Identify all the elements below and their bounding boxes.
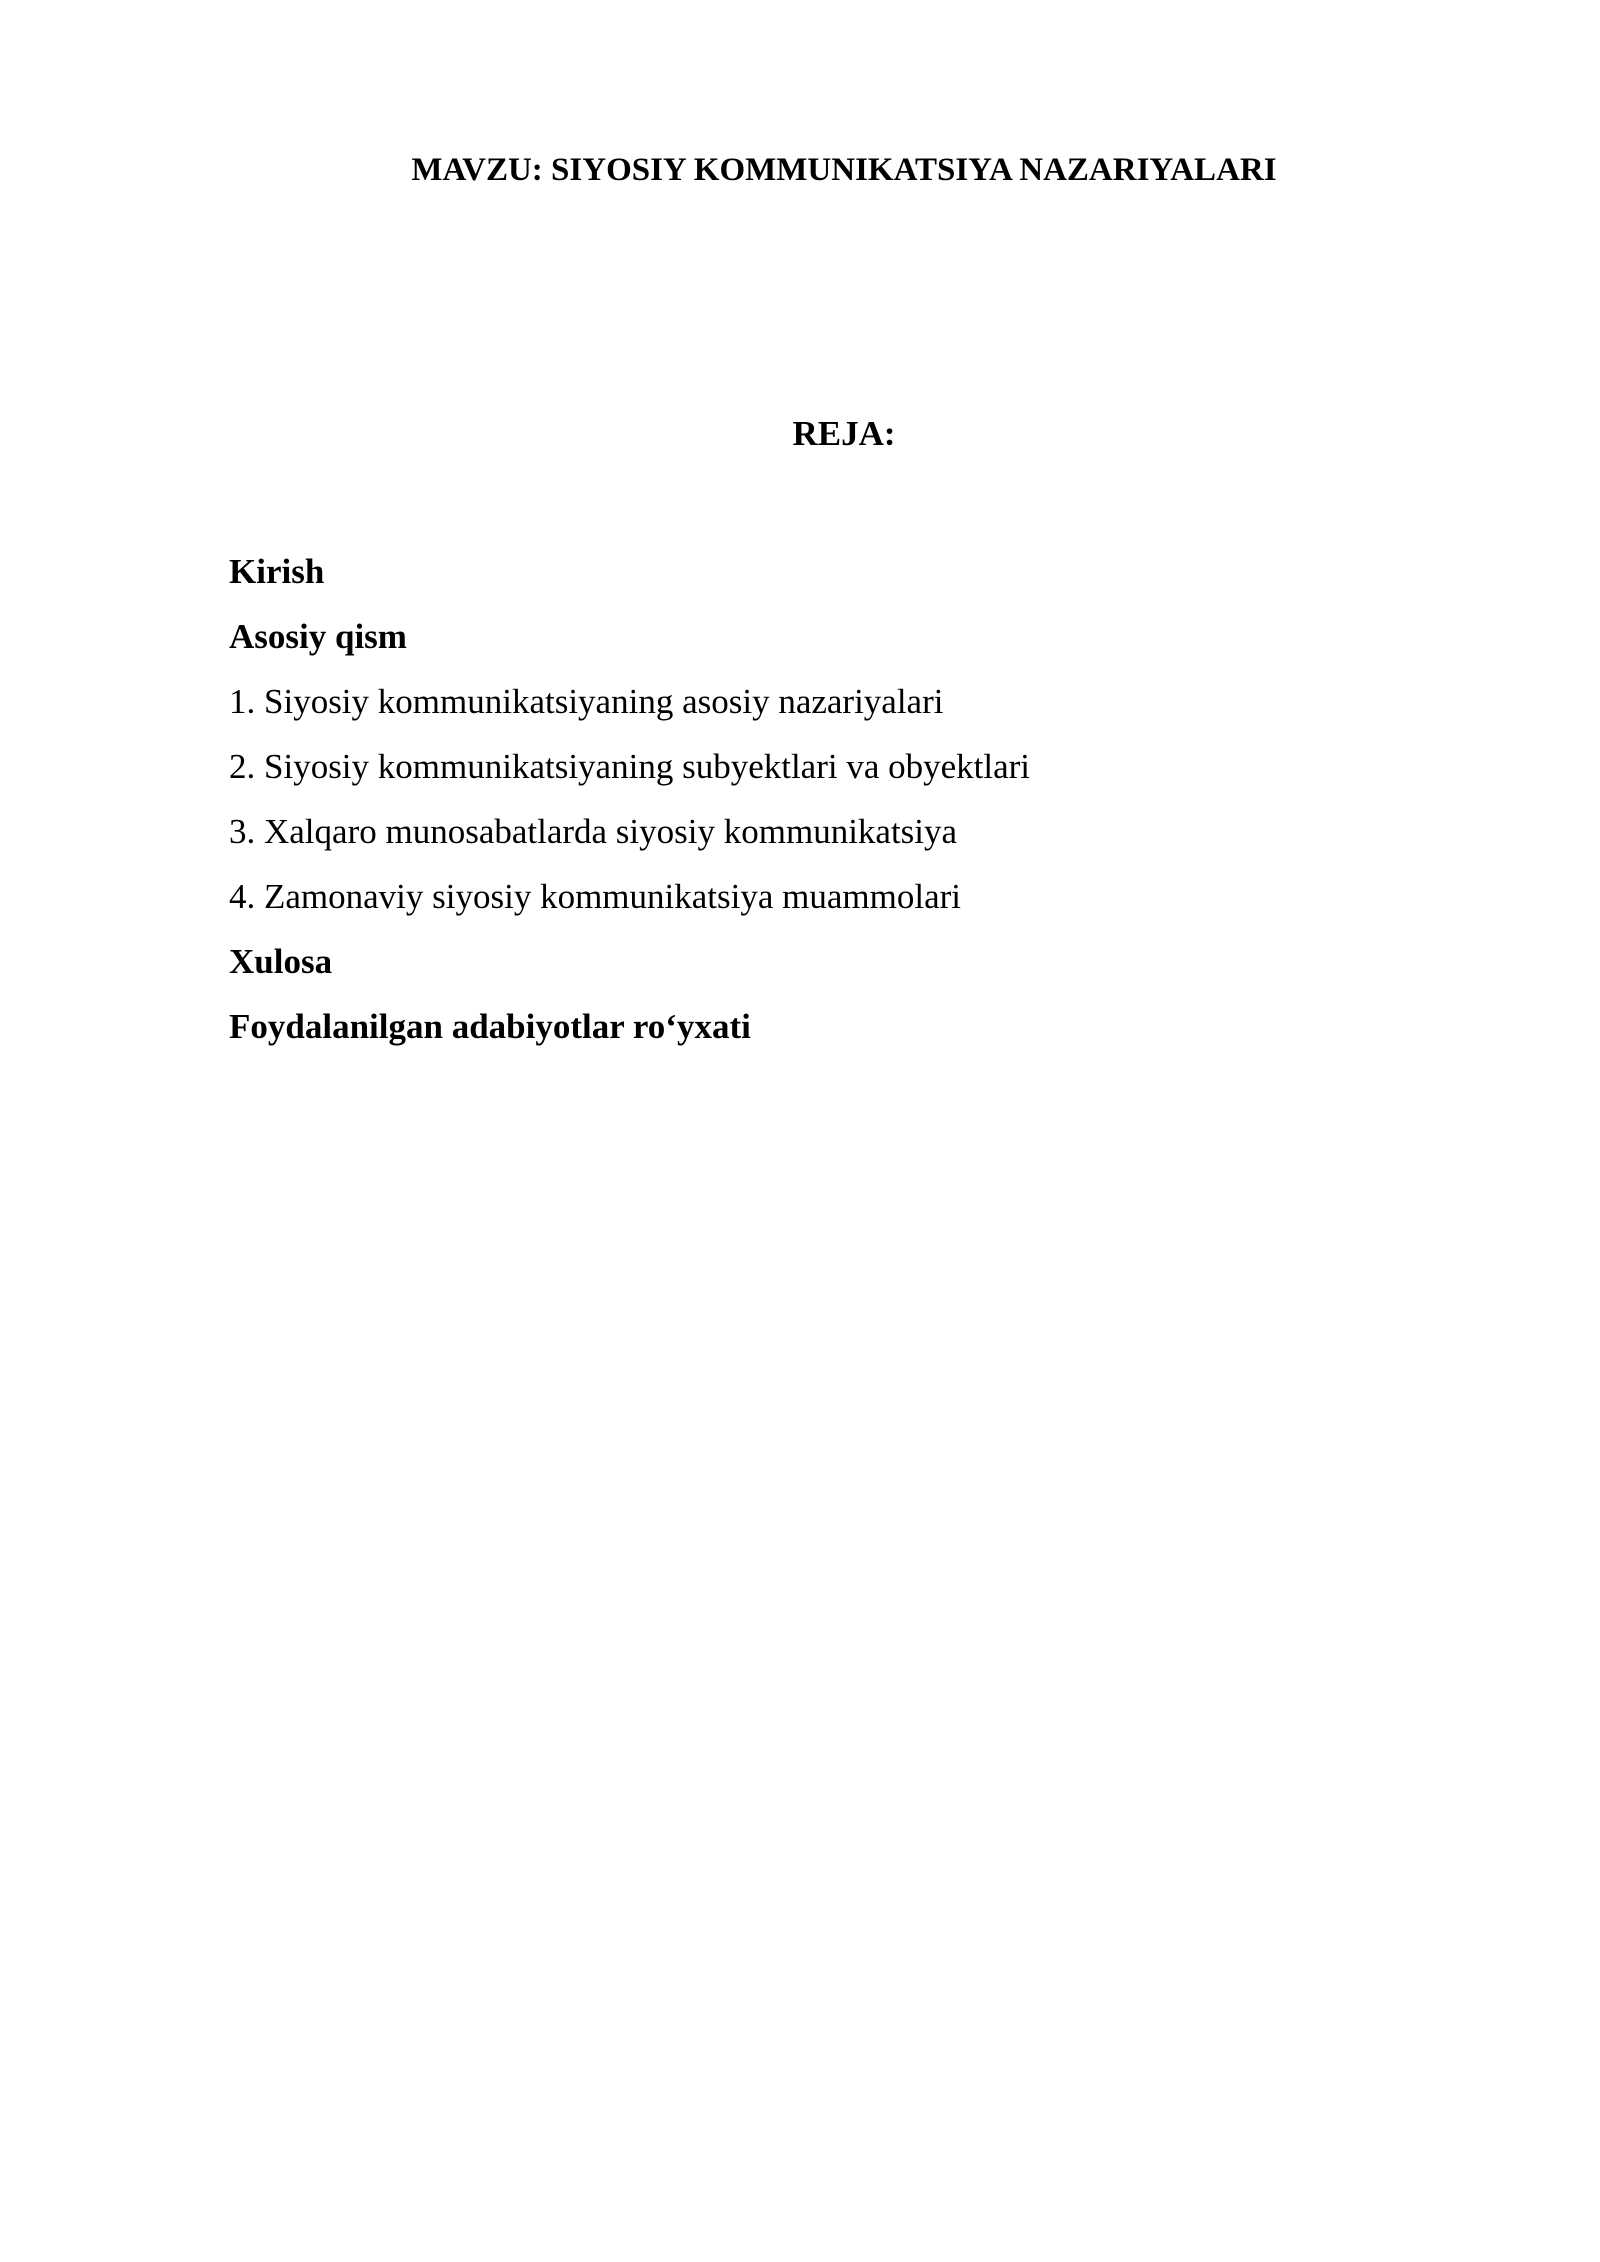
plan-item-3: 3. Xalqaro munosabatlarda siyosiy kommunikatsiya: [229, 812, 958, 851]
plan-item-references: Foydalanilgan adabiyotlar ro‘yxati: [229, 1007, 751, 1046]
plan-item-1: 1. Siyosiy kommunikatsiyaning asosiy nazariyalari: [229, 682, 944, 721]
plan-item-4: 4. Zamonaviy siyosiy kommunikatsiya muammolari: [229, 877, 961, 916]
plan-list: [229, 539, 1030, 1059]
plan-item-conclusion: Xulosa: [229, 942, 333, 981]
document-title: MAVZU: SIYOSIY KOMMUNIKATSIYA NAZARIYALARI: [411, 152, 1277, 188]
plan-item-2: 2. Siyosiy kommunikatsiyaning subyektlari va obyektlari: [229, 747, 1031, 786]
plan-item-main-part: Asosiy qism: [229, 617, 407, 656]
plan-item-intro: Kirish: [229, 552, 325, 591]
plan-heading: REJA:: [792, 414, 896, 453]
